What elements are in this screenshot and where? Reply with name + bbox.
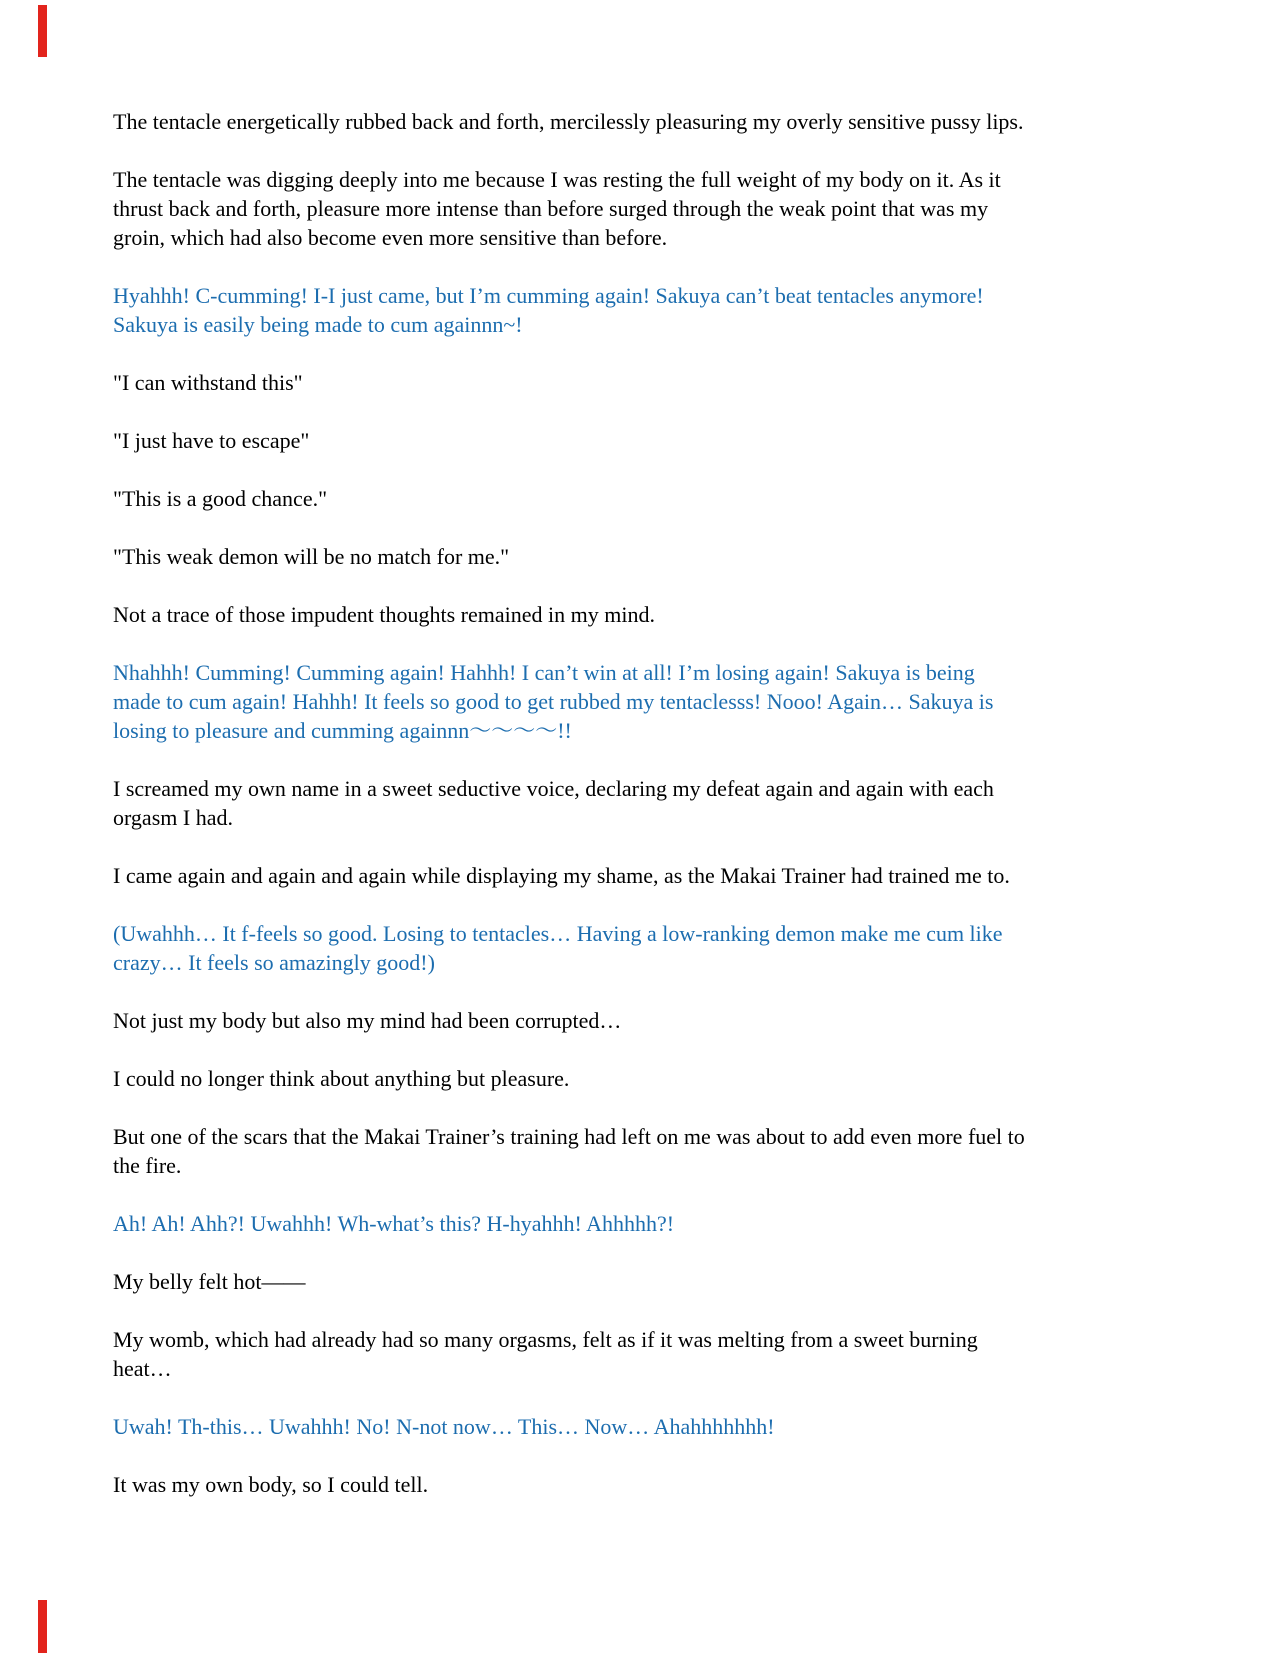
- text-line: orgasm I had.: [113, 805, 233, 830]
- text-line: the fire.: [113, 1153, 182, 1178]
- text-line: groin, which had also become even more sensitive than before.: [113, 225, 668, 250]
- narration-paragraph: [113, 426, 1171, 455]
- narration-paragraph: [113, 1470, 1171, 1499]
- inner-voice-paragraph: [113, 281, 1171, 339]
- narration-paragraph: [113, 1325, 1171, 1383]
- narration-paragraph: [113, 600, 1171, 629]
- narration-paragraph: [113, 107, 1171, 136]
- text-line: "This is a good chance.": [113, 486, 328, 511]
- text-line: Sakuya is easily being made to cum againnn~!: [113, 312, 523, 337]
- narration-paragraph: [113, 484, 1171, 513]
- text-line: "This weak demon will be no match for me.": [113, 544, 510, 569]
- text-line: The tentacle was digging deeply into me because I was resting the full weight of my body on it. As it: [113, 167, 1001, 192]
- text-line: made to cum again! Hahhh! It feels so good to get rubbed my tentaclesss! Nooo! Again… Sakuya is: [113, 689, 994, 714]
- text-line: I could no longer think about anything but pleasure.: [113, 1066, 570, 1091]
- text-line: My womb, which had already had so many orgasms, felt as if it was melting from a sweet burning: [113, 1327, 978, 1352]
- text-line: "I just have to escape": [113, 428, 310, 453]
- narration-paragraph: [113, 861, 1171, 890]
- text-line: The tentacle energetically rubbed back and forth, mercilessly pleasuring my overly sensitive pussy lips.: [113, 109, 1024, 134]
- text-line: crazy… It feels so amazingly good!): [113, 950, 435, 975]
- text-line: Not just my body but also my mind had been corrupted…: [113, 1008, 622, 1033]
- inner-voice-paragraph: [113, 658, 1171, 745]
- narration-paragraph: [113, 774, 1171, 832]
- narration-paragraph: [113, 542, 1171, 571]
- text-line: (Uwahhh… It f-feels so good. Losing to tentacles… Having a low-ranking demon make me cum like: [113, 921, 1003, 946]
- narration-paragraph: [113, 1006, 1171, 1035]
- inner-voice-paragraph: [113, 1412, 1171, 1441]
- text-line: I screamed my own name in a sweet seductive voice, declaring my defeat again and again with each: [113, 776, 994, 801]
- text-line: Uwah! Th-this… Uwahhh! No! N-not now… This… Now… Ahahhhhhhh!: [113, 1414, 775, 1439]
- text-line: "I can withstand this": [113, 370, 303, 395]
- inner-voice-paragraph: [113, 1209, 1171, 1238]
- text-line: Ah! Ah! Ahh?! Uwahhh! Wh-what’s this? H-hyahhh! Ahhhhh?!: [113, 1211, 675, 1236]
- text-line: I came again and again and again while displaying my shame, as the Makai Trainer had trained me to.: [113, 863, 1010, 888]
- text-line: But one of the scars that the Makai Trainer’s training had left on me was about to add even more fuel to: [113, 1124, 1025, 1149]
- text-line: heat…: [113, 1356, 172, 1381]
- narration-paragraph: [113, 1064, 1171, 1093]
- text-line: Not a trace of those impudent thoughts remained in my mind.: [113, 602, 655, 627]
- edge-mark-top-left: [38, 5, 47, 57]
- text-line: losing to pleasure and cumming againnn～～～～!!: [113, 718, 572, 743]
- document-page: [113, 107, 1171, 1528]
- narration-paragraph: [113, 165, 1171, 252]
- narration-paragraph: [113, 1267, 1171, 1296]
- text-line: thrust back and forth, pleasure more intense than before surged through the weak point that was my: [113, 196, 989, 221]
- text-line: Nhahhh! Cumming! Cumming again! Hahhh! I can’t win at all! I’m losing again! Sakuya is being: [113, 660, 975, 685]
- text-line: Hyahhh! C-cumming! I-I just came, but I’m cumming again! Sakuya can’t beat tentacles anymore!: [113, 283, 984, 308]
- edge-mark-bottom-left: [38, 1600, 47, 1653]
- narration-paragraph: [113, 1122, 1171, 1180]
- text-line: My belly felt hot——: [113, 1269, 306, 1294]
- narration-paragraph: [113, 368, 1171, 397]
- text-line: It was my own body, so I could tell.: [113, 1472, 429, 1497]
- inner-voice-paragraph: [113, 919, 1171, 977]
